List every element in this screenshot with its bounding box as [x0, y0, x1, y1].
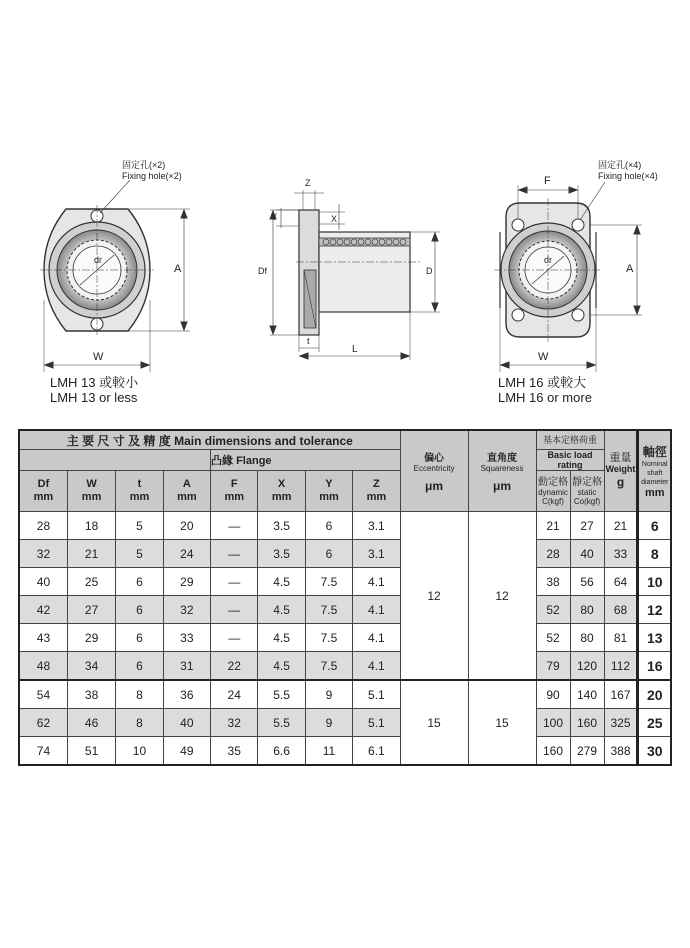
- col-a-name: A: [182, 478, 191, 490]
- cell-shaft-diameter: 10: [638, 568, 671, 596]
- shaft-cn: 軸徑: [642, 445, 667, 459]
- technical-drawings: [0, 0, 690, 420]
- cell-z: 4.1: [353, 624, 400, 652]
- shaft-en-3: diameter: [641, 479, 669, 486]
- cell-g: 388: [604, 737, 638, 766]
- cell-f: 35: [211, 737, 258, 766]
- cell-g: 68: [604, 596, 638, 624]
- cell-g: 33: [604, 540, 638, 568]
- col-header-z: [353, 471, 400, 512]
- header-flange: 凸緣 Flange: [211, 450, 401, 471]
- col-f-unit: mm: [224, 491, 244, 503]
- cell-z: 4.1: [353, 596, 400, 624]
- cell-f: —: [211, 568, 258, 596]
- cell-eccentricity: 12: [400, 512, 468, 681]
- cell-c: 38: [536, 568, 570, 596]
- cell-f: —: [211, 512, 258, 540]
- cell-co: 56: [570, 568, 604, 596]
- cell-df: 40: [19, 568, 67, 596]
- dimension-table: [18, 429, 672, 766]
- cell-co: 27: [570, 512, 604, 540]
- cell-a: 49: [163, 737, 210, 766]
- cell-a: 29: [163, 568, 210, 596]
- cell-g: 325: [604, 709, 638, 737]
- cell-a: 40: [163, 709, 210, 737]
- cell-a: 32: [163, 596, 210, 624]
- cell-df: 32: [19, 540, 67, 568]
- cell-t: 6: [116, 624, 163, 652]
- shaft-unit: mm: [644, 487, 665, 499]
- col-x-name: X: [277, 478, 286, 490]
- squareness-en: Squareness: [480, 464, 524, 473]
- cell-x: 4.5: [258, 568, 305, 596]
- col-header-t: [116, 471, 163, 512]
- left-fixing-hole-note-en: Fixing hole(×2): [122, 171, 182, 181]
- cell-t: 8: [116, 709, 163, 737]
- cell-a: 20: [163, 512, 210, 540]
- left-dim-dr-label: dr: [94, 255, 103, 265]
- right-front-view: [494, 182, 642, 372]
- left-fixing-hole-note-cn: 固定孔(×2): [122, 160, 166, 170]
- cell-w: 51: [67, 737, 115, 766]
- cell-df: 48: [19, 652, 67, 681]
- cell-t: 5: [116, 512, 163, 540]
- cell-shaft-diameter: 12: [638, 596, 671, 624]
- weight-en: Weight: [605, 464, 636, 474]
- cell-c: 90: [536, 680, 570, 709]
- middle-dim-x-label: X: [331, 214, 338, 224]
- col-header-x: [258, 471, 305, 512]
- col-z-name: Z: [373, 478, 380, 490]
- right-fixing-hole-note-en: Fixing hole(×4): [598, 171, 658, 181]
- cell-x: 4.5: [258, 652, 305, 681]
- cell-f: 22: [211, 652, 258, 681]
- right-dim-w-label: W: [538, 351, 549, 363]
- cell-x: 3.5: [258, 512, 305, 540]
- cell-df: 74: [19, 737, 67, 766]
- cell-g: 167: [604, 680, 638, 709]
- cell-z: 4.1: [353, 652, 400, 681]
- col-f-name: F: [230, 478, 238, 490]
- cell-z: 5.1: [353, 680, 400, 709]
- cell-t: 6: [116, 568, 163, 596]
- drawing-svg: [0, 0, 690, 420]
- cell-y: 7.5: [305, 596, 352, 624]
- middle-dim-l-label: L: [352, 344, 358, 355]
- cell-t: 8: [116, 680, 163, 709]
- cell-c: 28: [536, 540, 570, 568]
- left-dim-w-label: W: [93, 351, 104, 363]
- col-header-static: [570, 471, 604, 512]
- cell-z: 3.1: [353, 540, 400, 568]
- cell-shaft-diameter: 16: [638, 652, 671, 681]
- middle-dim-t-label: t: [307, 336, 310, 346]
- cell-df: 42: [19, 596, 67, 624]
- col-header-df: [19, 471, 67, 512]
- cell-shaft-diameter: 30: [638, 737, 671, 766]
- dynamic-unit: C(kgf): [542, 496, 564, 506]
- left-front-view: [40, 180, 190, 372]
- col-x-unit: mm: [271, 491, 292, 503]
- cell-z: 6.1: [353, 737, 400, 766]
- cell-g: 64: [604, 568, 638, 596]
- cell-co: 80: [570, 596, 604, 624]
- cell-w: 27: [67, 596, 115, 624]
- static-unit: Co(kgf): [573, 496, 601, 506]
- cell-df: 62: [19, 709, 67, 737]
- cell-a: 31: [163, 652, 210, 681]
- header-shaft-diameter: [638, 430, 671, 512]
- header-eccentricity: [400, 430, 468, 512]
- cell-df: 54: [19, 680, 67, 709]
- right-fixing-hole-note-cn: 固定孔(×4): [598, 160, 642, 170]
- cell-y: 7.5: [305, 624, 352, 652]
- cell-x: 4.5: [258, 624, 305, 652]
- right-dim-dr-label: dr: [544, 255, 553, 265]
- cell-c: 160: [536, 737, 570, 766]
- cell-f: —: [211, 540, 258, 568]
- cell-co: 120: [570, 652, 604, 681]
- cell-t: 6: [116, 596, 163, 624]
- cell-shaft-diameter: 25: [638, 709, 671, 737]
- cell-t: 6: [116, 652, 163, 681]
- cell-z: 4.1: [353, 568, 400, 596]
- col-t-name: t: [137, 478, 142, 490]
- table-row: [19, 568, 671, 596]
- left-dim-a-label: A: [174, 263, 182, 275]
- col-header-w: [67, 471, 115, 512]
- table-row: [19, 596, 671, 624]
- cell-z: 5.1: [353, 709, 400, 737]
- header-main-dimensions: 主 要 尺 寸 及 精 度 Main dimensions and tolerance: [19, 430, 400, 450]
- cell-y: 9: [305, 680, 352, 709]
- col-df-name: Df: [37, 478, 50, 490]
- cell-f: 32: [211, 709, 258, 737]
- cell-a: 36: [163, 680, 210, 709]
- shaft-en-2: shaft: [647, 470, 663, 477]
- eccentricity-en: Eccentricity: [413, 464, 455, 473]
- eccentricity-unit: μm: [425, 479, 444, 493]
- cell-co: 279: [570, 737, 604, 766]
- static-en: static: [577, 487, 597, 497]
- col-header-y: [305, 471, 352, 512]
- static-cn: 靜定格: [572, 476, 602, 488]
- cell-x: 5.5: [258, 709, 305, 737]
- cell-g: 112: [604, 652, 638, 681]
- dynamic-cn: 動定格: [538, 476, 568, 488]
- cell-g: 81: [604, 624, 638, 652]
- cell-w: 25: [67, 568, 115, 596]
- col-header-a: [163, 471, 210, 512]
- header-load-en: Basic load rating: [536, 450, 604, 471]
- squareness-cn: 直角度: [487, 453, 518, 464]
- cell-c: 100: [536, 709, 570, 737]
- table-body: [19, 512, 671, 766]
- squareness-unit: μm: [493, 479, 512, 493]
- middle-side-view: [270, 190, 440, 360]
- col-t-unit: mm: [129, 491, 150, 503]
- left-caption-cn: LMH 13 或較小: [50, 375, 139, 390]
- col-df-unit: mm: [33, 491, 54, 503]
- right-dim-a-label: A: [626, 263, 634, 275]
- header-blank: [19, 450, 211, 471]
- cell-y: 7.5: [305, 652, 352, 681]
- middle-dim-y-label: Y: [271, 212, 278, 222]
- cell-w: 38: [67, 680, 115, 709]
- cell-z: 3.1: [353, 512, 400, 540]
- table-row: [19, 737, 671, 766]
- col-y-name: Y: [325, 478, 333, 490]
- cell-co: 80: [570, 624, 604, 652]
- cell-y: 6: [305, 512, 352, 540]
- cell-w: 46: [67, 709, 115, 737]
- cell-w: 21: [67, 540, 115, 568]
- middle-dim-z-label: Z: [305, 178, 311, 188]
- table-row: [19, 624, 671, 652]
- cell-c: 52: [536, 624, 570, 652]
- cell-shaft-diameter: 6: [638, 512, 671, 540]
- cell-f: 24: [211, 680, 258, 709]
- cell-y: 7.5: [305, 568, 352, 596]
- cell-df: 28: [19, 512, 67, 540]
- header-weight: [604, 430, 638, 512]
- cell-c: 52: [536, 596, 570, 624]
- cell-eccentricity: 15: [400, 680, 468, 765]
- shaft-en-1: Nominal: [641, 461, 668, 468]
- cell-shaft-diameter: 20: [638, 680, 671, 709]
- left-caption-en: LMH 13 or less: [50, 390, 138, 405]
- cell-squareness: 12: [468, 512, 536, 681]
- cell-f: —: [211, 624, 258, 652]
- col-w-unit: mm: [81, 491, 102, 503]
- cell-shaft-diameter: 13: [638, 624, 671, 652]
- cell-c: 79: [536, 652, 570, 681]
- col-header-f: [211, 471, 258, 512]
- cell-squareness: 15: [468, 680, 536, 765]
- col-w-name: W: [86, 478, 97, 490]
- table-row: [19, 540, 671, 568]
- cell-t: 5: [116, 540, 163, 568]
- cell-co: 40: [570, 540, 604, 568]
- table-row: [19, 512, 671, 540]
- cell-x: 6.6: [258, 737, 305, 766]
- cell-df: 43: [19, 624, 67, 652]
- weight-cn: 重量: [609, 452, 632, 464]
- cell-w: 29: [67, 624, 115, 652]
- cell-co: 160: [570, 709, 604, 737]
- cell-t: 10: [116, 737, 163, 766]
- cell-f: —: [211, 596, 258, 624]
- col-a-unit: mm: [177, 491, 197, 503]
- cell-g: 21: [604, 512, 638, 540]
- right-caption-en: LMH 16 or more: [498, 390, 592, 405]
- dimension-table-container: [18, 429, 672, 759]
- col-header-dynamic: [536, 471, 570, 512]
- middle-dim-df-label: Df: [258, 266, 267, 276]
- col-y-unit: mm: [319, 491, 339, 503]
- right-dim-f-label: F: [544, 175, 551, 187]
- cell-x: 4.5: [258, 596, 305, 624]
- cell-a: 24: [163, 540, 210, 568]
- load-cn: 基本定格荷重: [543, 434, 598, 445]
- cell-a: 33: [163, 624, 210, 652]
- weight-unit: g: [616, 475, 625, 489]
- cell-co: 140: [570, 680, 604, 709]
- middle-dim-d-label: D: [426, 266, 433, 276]
- cell-x: 3.5: [258, 540, 305, 568]
- table-row: [19, 652, 671, 681]
- table-row: [19, 709, 671, 737]
- right-caption-cn: LMH 16 或較大: [498, 375, 587, 390]
- cell-w: 18: [67, 512, 115, 540]
- cell-y: 9: [305, 709, 352, 737]
- dynamic-en: dynamic: [538, 487, 568, 497]
- eccentricity-cn: 偏心: [424, 453, 445, 464]
- header-squareness: [468, 430, 536, 512]
- header-load-rating: [536, 430, 604, 450]
- cell-y: 6: [305, 540, 352, 568]
- cell-shaft-diameter: 8: [638, 540, 671, 568]
- table-row: [19, 680, 671, 709]
- cell-y: 11: [305, 737, 352, 766]
- cell-w: 34: [67, 652, 115, 681]
- cell-x: 5.5: [258, 680, 305, 709]
- col-z-unit: mm: [366, 491, 387, 503]
- cell-c: 21: [536, 512, 570, 540]
